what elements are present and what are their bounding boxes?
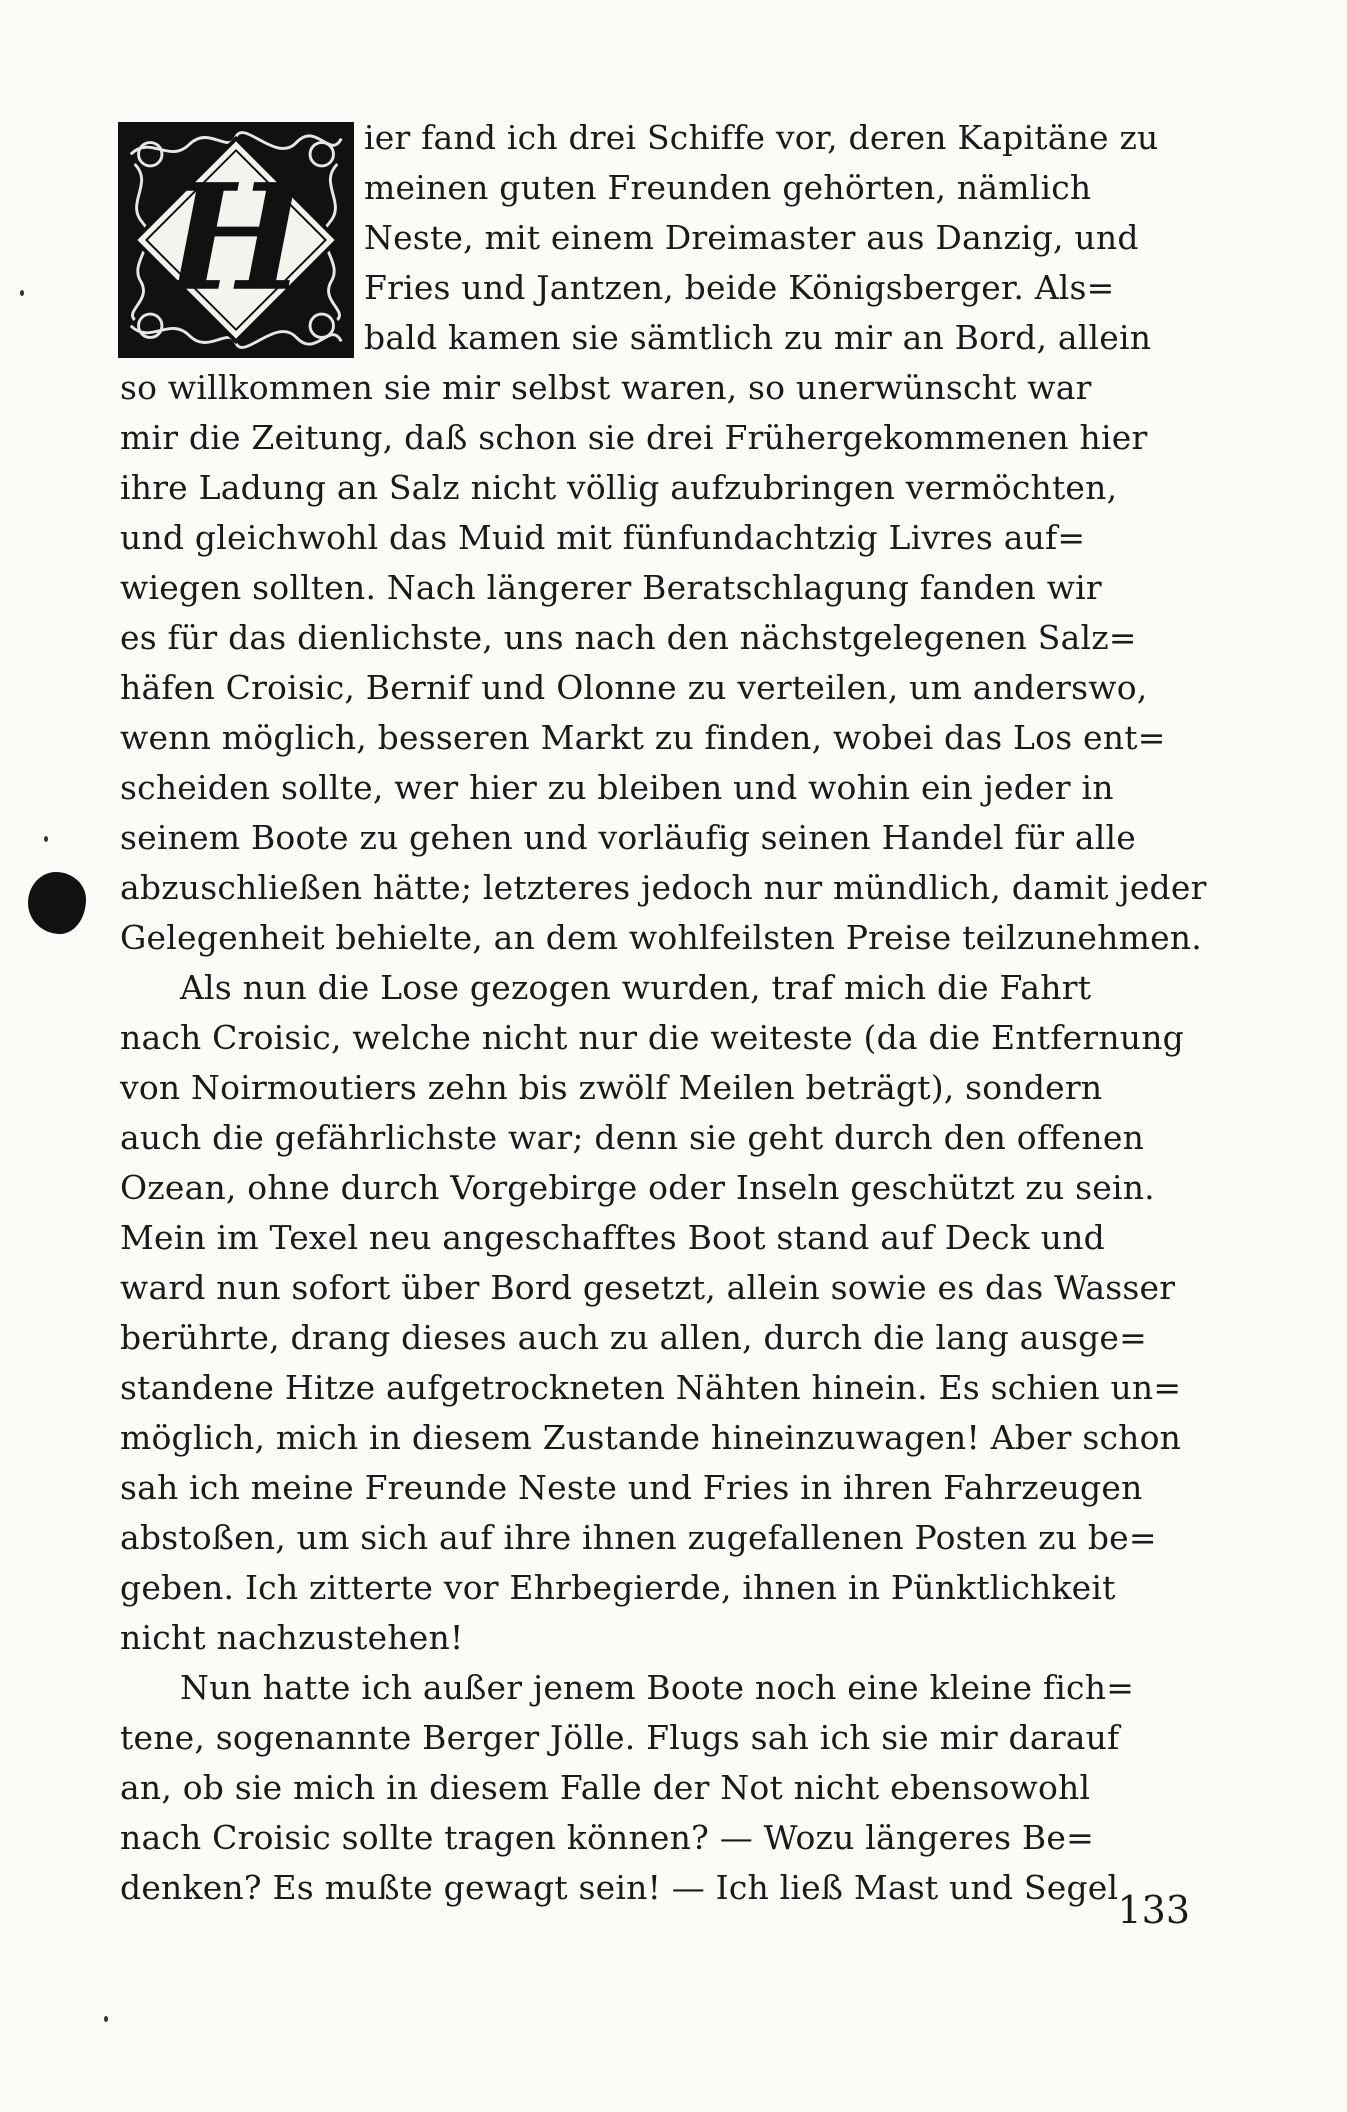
text-line: mir die Zeitung, daß schon sie drei Frühergekommenen hier — [120, 418, 1148, 457]
ink-blot — [28, 872, 86, 934]
text-line: Nun hatte ich außer jenem Boote noch eine kleine fich= — [180, 1668, 1135, 1707]
text-line: denken? Es mußte gewagt sein! — Ich ließ Mast und Segel — [120, 1868, 1119, 1907]
text-line: Fries und Jantzen, beide Königsberger. Als= — [364, 268, 1115, 307]
text-line: Mein im Texel neu angeschafftes Boot stand auf Deck und — [120, 1218, 1105, 1257]
text-line: abstoßen, um sich auf ihre ihnen zugefallenen Posten zu be= — [120, 1518, 1157, 1557]
text-line: wenn möglich, besseren Markt zu finden, wobei das Los ent= — [120, 718, 1166, 757]
text-line: an, ob sie mich in diesem Falle der Not nicht ebensowohl — [120, 1768, 1091, 1807]
ink-speck — [20, 290, 24, 296]
drop-cap-letter: H — [166, 152, 306, 324]
text-line: berührte, drang dieses auch zu allen, durch die lang ausge= — [120, 1318, 1147, 1357]
text-line: es für das dienlichste, uns nach den nächstgelegenen Salz= — [120, 618, 1137, 657]
ornament-icon — [121, 125, 351, 355]
text-line: sah ich meine Freunde Neste und Fries in ihren Fahrzeugen — [120, 1468, 1143, 1507]
text-line: wiegen sollten. Nach längerer Beratschlagung fanden wir — [120, 568, 1102, 607]
text-line: nicht nachzustehen! — [120, 1618, 464, 1657]
text-line: tene, sogenannte Berger Jölle. Flugs sah ich sie mir darauf — [120, 1718, 1120, 1757]
text-line: bald kamen sie sämtlich zu mir an Bord, allein — [364, 318, 1152, 357]
text-line: Als nun die Lose gezogen wurden, traf mich die Fahrt — [180, 968, 1092, 1007]
text-line: abzuschließen hätte; letzteres jedoch nur mündlich, damit jeder — [120, 868, 1207, 907]
text-line: geben. Ich zitterte vor Ehrbegierde, ihnen in Pünktlichkeit — [120, 1568, 1116, 1607]
text-line: scheiden sollte, wer hier zu bleiben und wohin ein jeder in — [120, 768, 1114, 807]
ink-speck — [44, 836, 48, 842]
text-line: nach Croisic, welche nicht nur die weiteste (da die Entfernung — [120, 1018, 1185, 1057]
text-line: möglich, mich in diesem Zustande hineinzuwagen! Aber schon — [120, 1418, 1182, 1457]
text-line: Gelegenheit behielte, an dem wohlfeilsten Preise teilzunehmen. — [120, 918, 1202, 957]
text-line: Ozean, ohne durch Vorgebirge oder Inseln geschützt zu sein. — [120, 1168, 1155, 1207]
text-line: ihre Ladung an Salz nicht völlig aufzubringen vermöchten, — [120, 468, 1118, 507]
ink-speck — [104, 2016, 108, 2022]
text-line: Neste, mit einem Dreimaster aus Danzig, und — [364, 218, 1139, 257]
drop-cap-initial — [118, 122, 354, 358]
text-line: standene Hitze aufgetrockneten Nähten hinein. Es schien un= — [120, 1368, 1182, 1407]
page-number: 133 — [1117, 1888, 1190, 1932]
text-line: von Noirmoutiers zehn bis zwölf Meilen beträgt), sondern — [120, 1068, 1103, 1107]
text-line: auch die gefährlichste war; denn sie geht durch den offenen — [120, 1118, 1145, 1157]
text-line: und gleichwohl das Muid mit fünfundachtzig Livres auf= — [120, 518, 1086, 557]
text-line: seinem Boote zu gehen und vorläufig seinen Handel für alle — [120, 818, 1137, 857]
text-line: so willkommen sie mir selbst waren, so unerwünscht war — [120, 368, 1092, 407]
text-line: häfen Croisic, Bernif und Olonne zu verteilen, um anderswo, — [120, 668, 1148, 707]
text-line: meinen guten Freunden gehörten, nämlich — [364, 168, 1092, 207]
text-line: nach Croisic sollte tragen können? — Wozu längeres Be= — [120, 1818, 1094, 1857]
text-line: ier fand ich drei Schiffe vor, deren Kapitäne zu — [364, 118, 1159, 157]
text-line: ward nun sofort über Bord gesetzt, allein sowie es das Wasser — [120, 1268, 1176, 1307]
